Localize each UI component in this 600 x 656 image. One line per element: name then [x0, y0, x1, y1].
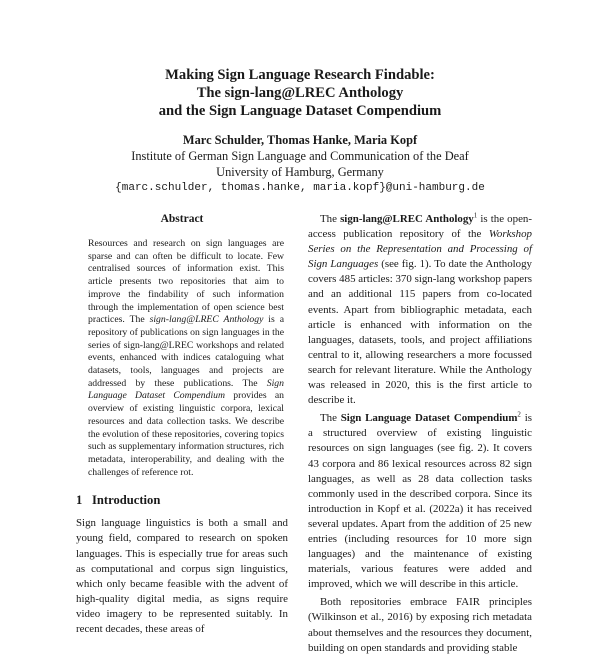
section-heading-introduction	[76, 492, 288, 508]
abstract-text-part-1: Resources and research on sign languages are sparse and can often be difficult to locate. Few centralised sources of information exist. This article presents two repositories that aim to improve the findability of such information through the implementation of open science best practices. The	[88, 238, 284, 326]
abstract-text-part-3: provides an overview of existing linguistic corpora, lexical resources and data collection tasks. We describe the evolution of these repositories, covering topics such as supplementary information structures, rich metadata, interoperability, and dealing with the challenges of reference rot.	[88, 390, 284, 478]
title-line-3: and the Sign Language Dataset Compendium	[158, 103, 442, 119]
author-emails: {marc.schulder, thomas.hanke, maria.kopf}@uni-hamburg.de	[115, 182, 485, 194]
right-column	[308, 212, 532, 656]
section-title: Introduction	[92, 493, 161, 508]
affiliation-line-2: University of Hamburg, Germany	[216, 165, 384, 179]
abstract-text-part-2: is a repository of publications on sign languages in the series of sign-lang@LREC workshops and related events, enhanced with indices cataloguing what datasets, tools, languages and projects are addressed by these publications. The	[88, 314, 284, 389]
p1-start: The	[320, 213, 341, 225]
author-names: Marc Schulder, Thomas Hanke, Maria Kopf	[182, 133, 418, 147]
p1-end: (see fig. 1). To date the Anthology covers 485 articles: 370 sign-lang workshop papers and an additional 115 papers from co-located events. Apart from bibliographic metadata, each article is enhanced with information on the languages, datasets, tools, and project affiliations central to it, allowing researchers a more focussed search for relevant literature. While the Anthology was released in 2020, this is the first article to describe it.	[308, 258, 533, 407]
p2-compendium-name: Sign Language Dataset Compendium	[340, 412, 518, 425]
abstract-anthology-name: sign-lang@LREC Anthology	[149, 314, 264, 326]
author-block	[60, 132, 540, 196]
abstract-text	[88, 238, 284, 479]
p2-start: The	[320, 412, 341, 425]
p1-mid: is the open-access publication repository of the	[308, 213, 532, 241]
paragraph-fair: Both repositories embrace FAIR principles (Wilkinson et al., 2016) by exposing rich metadata about themselves and the resources they document, building on open standards and providing stable	[308, 596, 532, 654]
paper-title	[60, 66, 540, 120]
section-number: 1	[76, 493, 83, 508]
paragraph-anthology	[308, 212, 532, 408]
footnote-marker-2: 2	[517, 410, 521, 419]
title-line-2: The sign-lang@LREC Anthology	[196, 85, 404, 101]
left-column	[76, 212, 288, 637]
paragraph-compendium	[308, 411, 532, 592]
footnote-marker-1: 1	[473, 211, 478, 220]
affiliation-line-1: Institute of German Sign Language and Communication of the Deaf	[131, 149, 469, 163]
abstract-compendium-name: Sign Language Dataset Compendium	[88, 377, 284, 402]
p1-workshop-series: Workshop Series on the Representation and Processing of Sign Languages	[308, 228, 532, 271]
p1-anthology-name: sign-lang@LREC Anthology	[340, 213, 474, 225]
p2-end: is a structured overview of existing linguistic resources on sign languages (see fig. 2). It covers 43 corpora and 86 lexical resources across 82 sign languages, as well as 28 data collection tasks commonly used in the described corpora. Since its introduction in Kopf et al. (2022a) it has received several updates. Apart from the addition of 25 new entries (including resources for 10 more sign languages) and the maintenance of existing materials, various features were added and improved, which we will describe in this article.	[308, 412, 532, 591]
introduction-text: Sign language linguistics is both a small and young field, compared to research on spoken languages. This is especially true for areas such as computational and corpus sign linguistics, which only became feasible with the advent of high-quality digital media, as signs require video imagery to be represented suitably. In recent decades, these areas of	[76, 517, 288, 636]
abstract-heading: Abstract	[160, 213, 204, 225]
title-line-1: Making Sign Language Research Findable:	[165, 67, 435, 83]
